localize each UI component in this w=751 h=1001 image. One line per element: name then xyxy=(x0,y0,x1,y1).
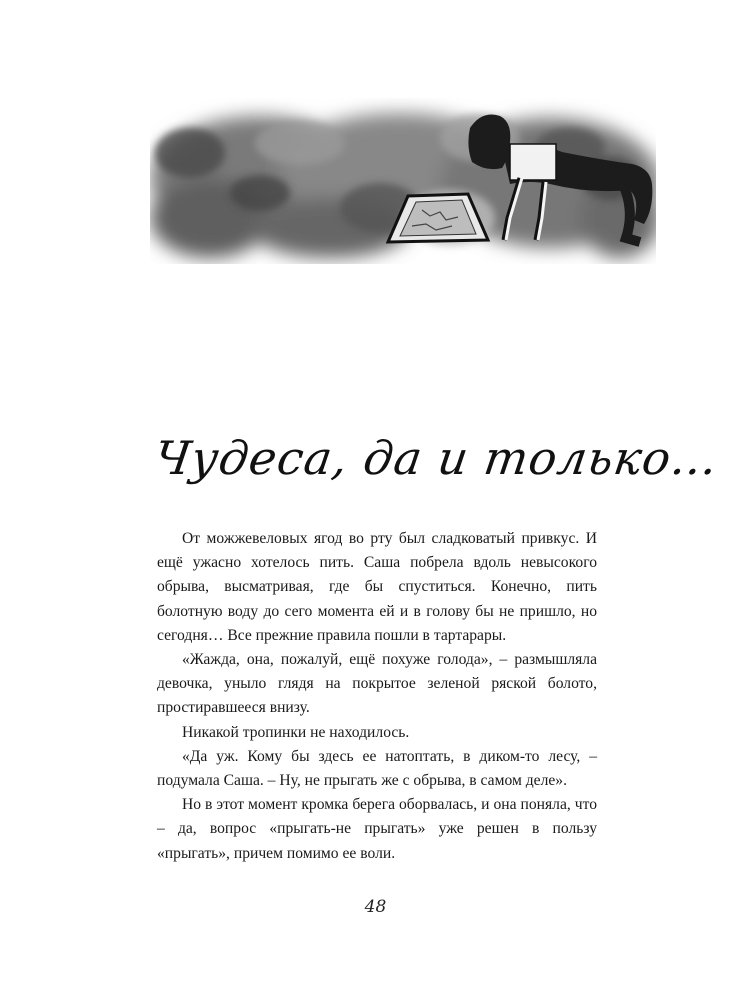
paragraph: Никакой тропинки не находилось. xyxy=(182,723,410,741)
girl-looking-into-pond-illustration-icon xyxy=(150,98,656,264)
paragraph: Но в этот момент кромка берега оборвалась, и она поняла, что – да, вопрос «прыгать-не прыгать» уже решен в пользу «прыгать», причем помимо ее воли. xyxy=(157,796,597,862)
paragraph: От можжевеловых ягод во рту был сладковатый привкус. И ещё ужасно хотелось пить. Саша побрела вдоль невысокого обрыва, высматривая, где бы спуститься. Конечно, пить болотную воду до сего момента ей и в голову бы не пришло, но сегодня… Все прежние правила пошли в тартарары. xyxy=(157,530,597,644)
chapter-text xyxy=(157,527,597,866)
chapter-illustration xyxy=(150,98,656,264)
page-number: 48 xyxy=(364,897,387,917)
chapter-title: Чудеса, да и только… xyxy=(151,431,723,485)
paragraph: «Жажда, она, пожалуй, ещё похуже голода», – размышляла девочка, уныло глядя на покрытое зеленой ряской болото, простиравшееся внизу. xyxy=(157,651,597,717)
paragraph: «Да уж. Кому бы здесь ее натоптать, в диком-то лесу, – подумала Саша. – Ну, не прыгать же с обрыва, в самом деле». xyxy=(157,747,597,790)
